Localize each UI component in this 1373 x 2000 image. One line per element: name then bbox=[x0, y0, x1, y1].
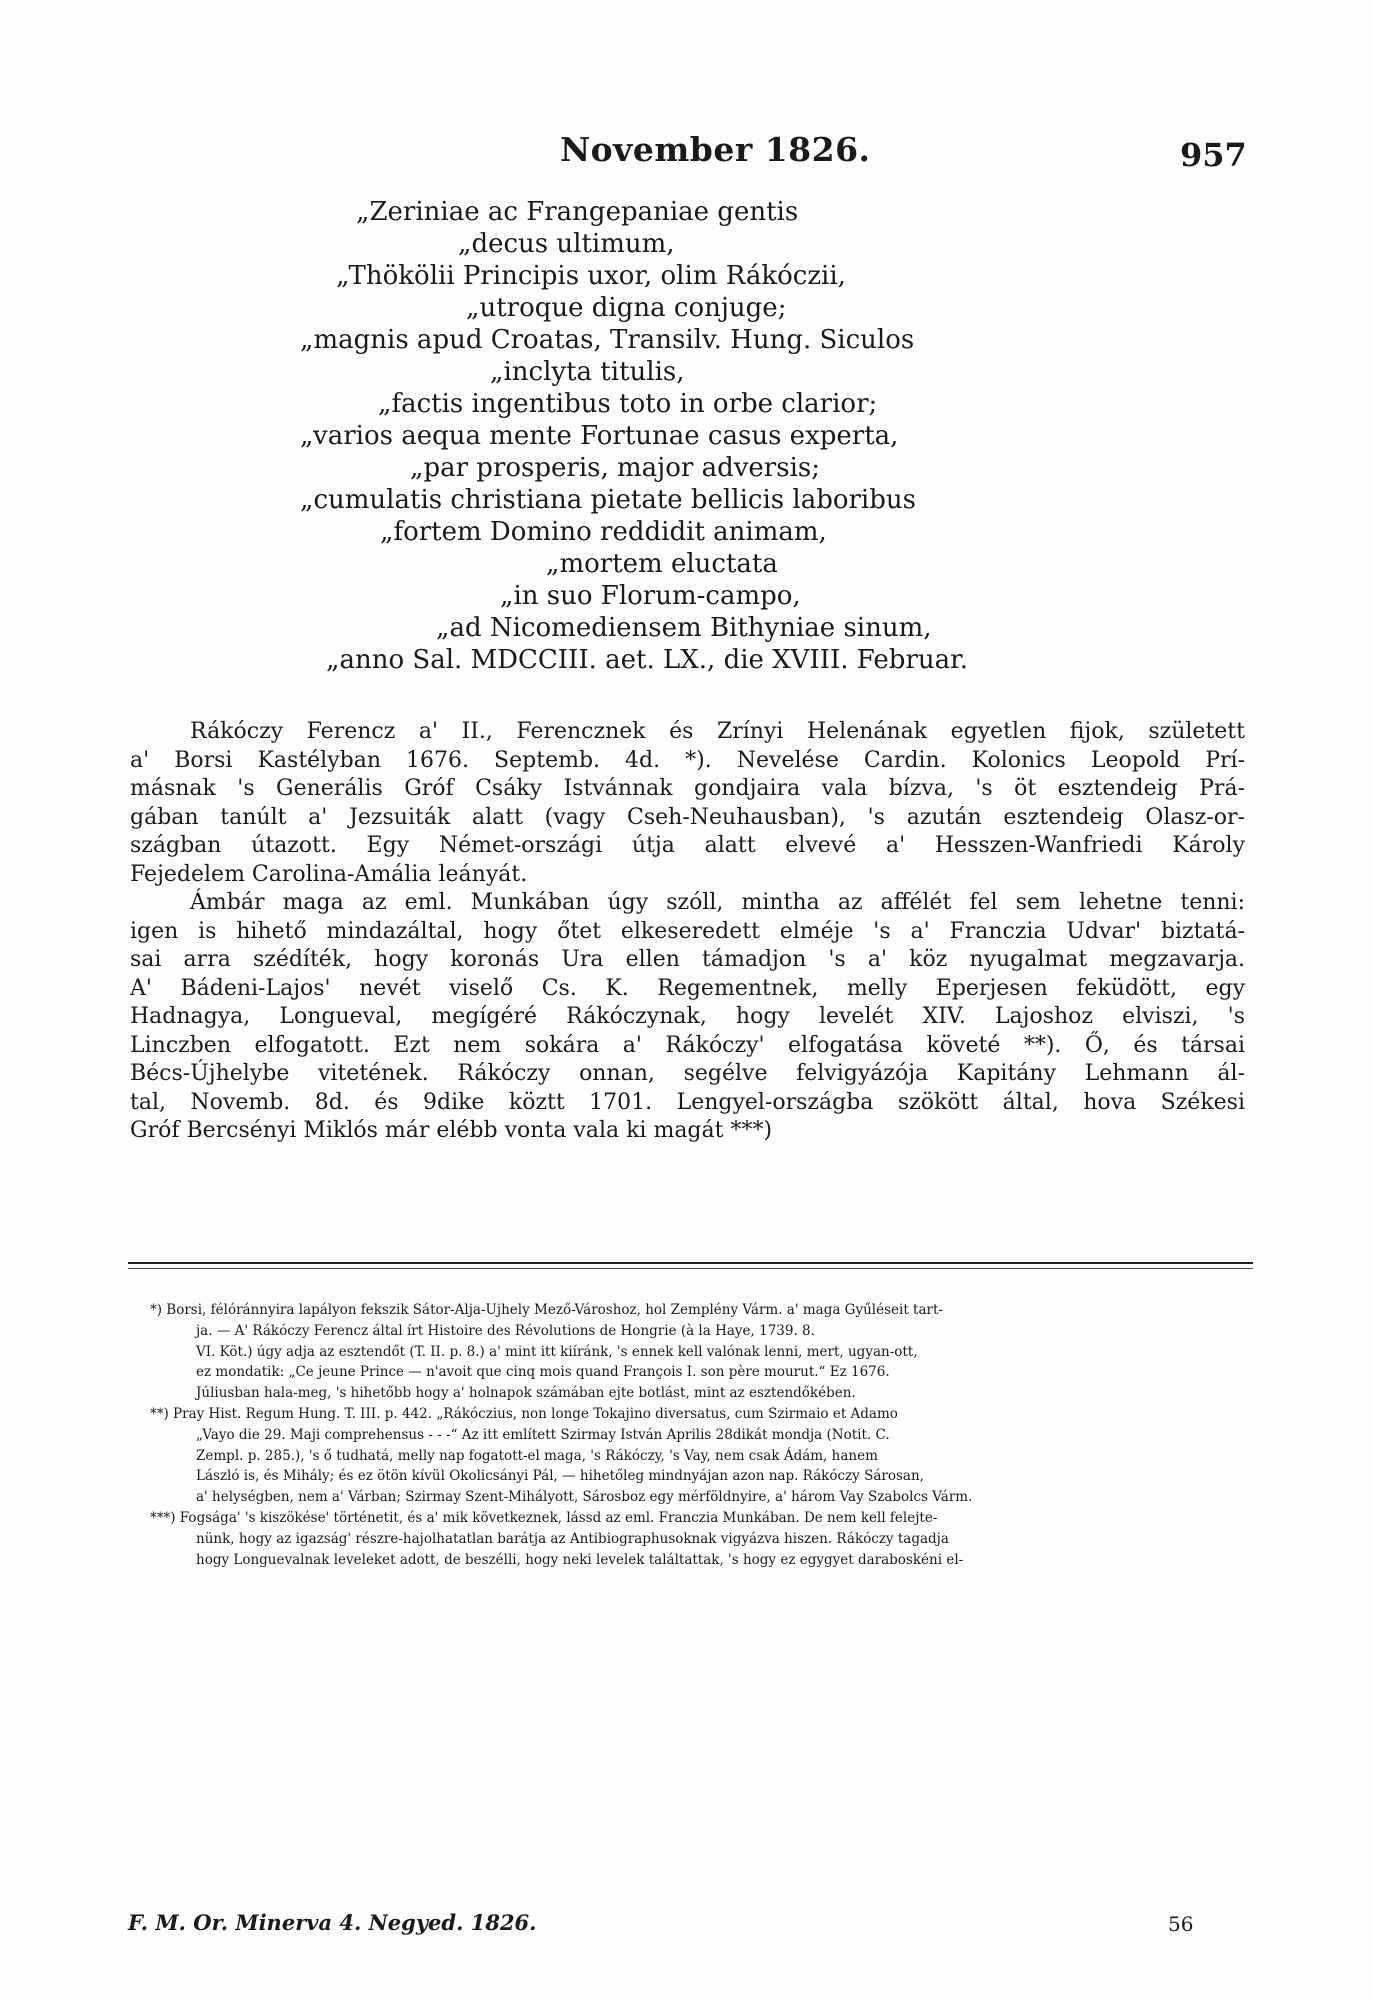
body-line: Linczben elfogatott. Ezt nem sokára a' Rákóczy' elfogatása követé **). Ő, és társai bbox=[130, 1032, 1245, 1058]
body-line: Bécs-Újhelybe vitetének. Rákóczy onnan, segélve felvigyázója Kapitány Lehmann ál- bbox=[130, 1061, 1245, 1086]
footnote-line: nünk, hogy az igazság' részre-hajolhatatlan barátja az Antibiographusoknak vigyázva hiszen. Rákóczy tagadja bbox=[196, 1530, 949, 1547]
body-line: a' Borsi Kastélyban 1676. Septemb. 4d. *). Nevelése Cardin. Kolonics Leopold Prí- bbox=[130, 747, 1245, 773]
footnote-divider-thin bbox=[128, 1268, 1253, 1269]
epitaph-line: „mortem eluctata bbox=[546, 549, 778, 579]
footnotes bbox=[150, 1300, 1250, 1570]
footnote-line: *) Borsi, félóránnyira lapályon fekszik Sátor-Alja-Ujhely Mező-Városhoz, hol Zemplény Várm. a' maga Gyűléseit tart- bbox=[150, 1302, 943, 1318]
footnote-divider bbox=[128, 1262, 1253, 1264]
body-line: Gróf Bercsényi Miklós már elébb vonta vala ki magát ***) bbox=[130, 1118, 773, 1143]
epitaph-line: „fortem Domino reddidit animam, bbox=[380, 517, 827, 547]
page-header bbox=[0, 120, 1373, 180]
page-footer bbox=[128, 1910, 1253, 1940]
body-line: Hadnagya, Longueval, megígéré Rákóczynak, hogy levelét XIV. Lajoshoz elviszi, 's bbox=[130, 1004, 1245, 1029]
epitaph-line: „cumulatis christiana pietate bellicis laboribus bbox=[300, 485, 916, 515]
epitaph-line: „Zeriniae ac Frangepaniae gentis bbox=[356, 197, 799, 227]
epitaph-line: „ad Nicomediensem Bithyniae sinum, bbox=[436, 613, 932, 643]
epitaph-line: „anno Sal. MDCCIII. aet. LX., die XVIII. Februar. bbox=[326, 645, 968, 675]
epitaph-line: „factis ingentibus toto in orbe clarior; bbox=[378, 389, 878, 419]
footnote-line: **) Pray Hist. Regum Hung. T. III. p. 442. „Rákóczius, non longe Tokajino diversatus, cum Szirmaio et Adamo bbox=[150, 1405, 898, 1422]
footnote-line: ***) Fogsága' 's kiszökése' történetit, és a' mik következnek, lássd az eml. Franczia Munkában. De nem kell felejte- bbox=[150, 1509, 938, 1526]
epitaph-line: „inclyta titulis, bbox=[490, 357, 685, 387]
body-line: A' Bádeni-Lajos' nevét viselő Cs. K. Regementnek, melly Eperjesen feküdött, egy bbox=[130, 975, 1245, 1001]
footnote-line: „Vayo die 29. Maji comprehensus - - -“ Az itt említett Szirmay István Aprilis 28dikát mondja (Notit. C. bbox=[196, 1426, 890, 1443]
footnote-line: László is, és Mihály; és ez ötön kívül Okolicsányi Pál, — hihetőleg mindnyájan azon nap. Rákóczy Sárosan, bbox=[196, 1468, 924, 1485]
footnote-line: hogy Longuevalnak leveleket adott, de beszélli, hogy neki levelek találtattak, 's hogy ez egygyet daraboskéni el- bbox=[196, 1551, 964, 1568]
epitaph-line: „decus ultimum, bbox=[458, 229, 675, 259]
footnote-line: ja. — A' Rákóczy Ferencz által írt Histoire des Révolutions de Hongrie (à la Haye, 1739. 8. bbox=[196, 1322, 815, 1339]
epitaph-line: „magnis apud Croatas, Transilv. Hung. Siculos bbox=[300, 325, 915, 355]
epitaph-line: „utroque digna conjuge; bbox=[466, 293, 787, 323]
epitaph-line: „par prosperis, major adversis; bbox=[410, 453, 820, 483]
footnote-line: ez mondatik: „Ce jeune Prince — n'avoit que cinq mois quand François I. son père mourut.“ Ez 1676. bbox=[196, 1364, 890, 1381]
footnote-line: Júliusban hala-meg, 's hihetőbb hogy a' holnapok számában ejte botlást, mint az esztendőkében. bbox=[196, 1385, 856, 1402]
footnote-line: Zempl. p. 285.), 's ő tudhatá, melly nap fogatott-el maga, 's Rákóczy, 's Vay, nem csak Ádám, hanem bbox=[196, 1447, 878, 1464]
epitaph-line: „Thökölii Principis uxor, olim Rákóczii, bbox=[336, 261, 846, 291]
body-line: igen is hihető mindazáltal, hogy őtet elkeseredett elméje 's a' Franczia Udvar' biztatá- bbox=[130, 918, 1245, 944]
body-line: Rákóczy Ferencz a' II., Ferencznek és Zrínyi Helenának egyetlen fijok, született bbox=[190, 719, 1245, 744]
signature-line: F. M. Or. Minerva 4. Negyed. 1826. bbox=[128, 1910, 537, 1935]
main-paragraphs bbox=[130, 718, 1245, 1146]
body-line: tal, Novemb. 8d. és 9dike köztt 1701. Lengyel-országba szökött által, hova Székesi bbox=[130, 1089, 1245, 1115]
page-number: 957 bbox=[1180, 136, 1247, 174]
footnote-line: a' helységben, nem a' Várban; Szirmay Szent-Mihályott, Sárosboz egy mérföldnyire, a' három Vay Szabolcs Várm. bbox=[196, 1489, 973, 1506]
body-line: Fejedelem Carolina-Amália leányát. bbox=[130, 861, 528, 887]
epitaph-line: „varios aequa mente Fortunae casus experta, bbox=[300, 421, 899, 451]
body-line: Ámbár maga az eml. Munkában úgy szóll, mintha az affélét fel sem lehetne tenni: bbox=[190, 890, 1245, 915]
body-line: szágban útazott. Egy Német-országi útja alatt elvevé a' Hesszen-Wanfriedi Károly bbox=[130, 833, 1245, 858]
footnote-line: VI. Köt.) úgy adja az esztendőt (T. II. p. 8.) a' mint itt kiíránk, 's ennek kell valónak lenni, mert, ugyan-ott, bbox=[196, 1343, 918, 1360]
epitaph-line: „in suo Florum-campo, bbox=[500, 581, 801, 611]
epitaph-inscription bbox=[300, 196, 1180, 676]
body-line: gában tanúlt a' Jezsuiták alatt (vagy Cseh-Neuhausban), 's azután esztendeig Olasz-or- bbox=[130, 804, 1245, 830]
sheet-signature-mark: 56 bbox=[1168, 1912, 1194, 1936]
body-line: másnak 's Generális Gróf Csáky Istvánnak gondjaira vala bízva, 's öt esztendeig Prá- bbox=[130, 776, 1245, 801]
page-title: November 1826. bbox=[560, 130, 871, 169]
body-line: sai arra szédíték, hogy koronás Ura ellen támadjon 's a' köz nyugalmat megzavarja. bbox=[130, 947, 1245, 972]
